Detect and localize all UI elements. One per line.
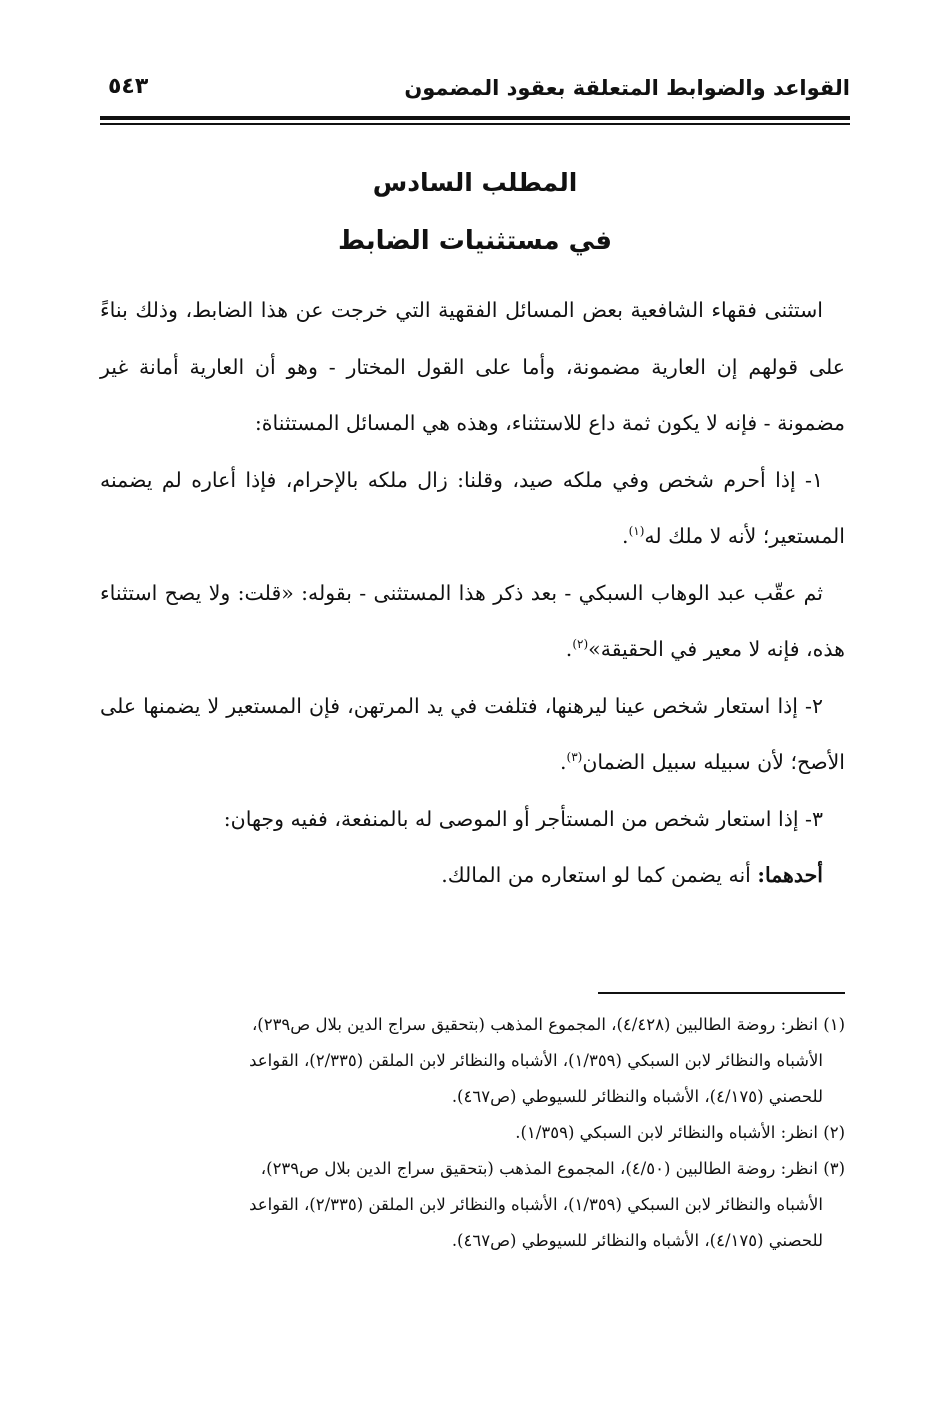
item-2: ٢- إذا استعار شخص عينا ليرهنها، فتلفت في يد المرتهن، فإن المستعير لا يضمنها على الأصح؛ لأن سبيله سبيل الضمان$^{(٣)}$. <box>100 693 845 774</box>
footnotes <box>100 1007 845 1259</box>
footnote-3-line-1: (٣) انظر: روضة الطالبين (٤/٥٠)، المجموع المذهب (بتحقيق سراج الدين بلال ص٢٣٩)، <box>260 1159 845 1178</box>
footnote-1-line-1: (١) انظر: روضة الطالبين (٤/٤٢٨)، المجموع المذهب (بتحقيق سراج الدين بلال ص٢٣٩)، <box>251 1015 845 1034</box>
first-opinion-text: أنه يضمن كما لو استعاره من المالك. <box>441 863 751 887</box>
footnote-3-line-3: للحصني (٤/١٧٥)، الأشباه والنظائر للسيوطي (ص٤٦٧). <box>451 1231 823 1250</box>
footnote-ref-1: (١) <box>628 524 645 539</box>
page-number: ٥٤٣ <box>108 74 149 99</box>
first-opinion <box>100 847 845 904</box>
footnote-ref-3: (٣) <box>566 750 583 765</box>
item-1: ١- إذا أحرم شخص وفي ملكه صيد، وقلنا: زال ملكه بالإحرام، فإذا أعاره لم يضمنه المستعير؛ لأنه لا ملك له$^{(١)}$. <box>100 467 845 548</box>
header-rule-thick <box>100 116 850 120</box>
first-opinion-label: أحدهما: <box>757 863 823 887</box>
subki-comment-text: ثم عقّب عبد الوهاب السبكي - بعد ذكر هذا المستثنى - بقوله: «قلت: ولا يصح استثناء هذه، فإنه لا معير في الحقيقة» <box>100 580 845 661</box>
section-subtitle: في مستثنيات الضابط <box>338 226 612 256</box>
body-text <box>100 282 845 904</box>
intro-paragraph: استثنى فقهاء الشافعية بعض المسائل الفقهية التي خرجت عن هذا الضابط، وذلك بناءً على قولهم إن العارية مضمونة، وأما على القول المختار - وهو أن العارية أمانة غير مضمونة - فإنه لا يكون ثمة داع للاستثناء، وهذه هي المسائل المستثناة: <box>100 298 845 435</box>
page-header <box>100 70 850 114</box>
running-title: القواعد والضوابط المتعلقة بعقود المضمون <box>404 76 850 100</box>
footnote-separator <box>598 992 845 994</box>
item-2-text: ٢- إذا استعار شخص عينا ليرهنها، فتلفت في يد المرتهن، فإن المستعير لا يضمنها على الأصح؛ لأن سبيله سبيل الضمان <box>100 693 845 774</box>
item-3: ٣- إذا استعار شخص من المستأجر أو الموصى له بالمنفعة، ففيه وجهان: <box>223 806 823 831</box>
footnote-ref-2: (٢) <box>572 637 589 652</box>
footnote-2: (٢) انظر: الأشباه والنظائر لابن السبكي (١/٣٥٩). <box>515 1123 845 1142</box>
footnote-3-line-2: الأشباه والنظائر لابن السبكي (١/٣٥٩)، الأشباه والنظائر لابن الملقن (٢/٣٣٥)، القواعد <box>249 1195 823 1214</box>
subki-comment: ثم عقّب عبد الوهاب السبكي - بعد ذكر هذا المستثنى - بقوله: «قلت: ولا يصح استثناء هذه، فإنه لا معير في الحقيقة»$^{(٢)}$. <box>100 580 845 661</box>
section-title: المطلب السادس <box>372 168 578 197</box>
header-rule-thin <box>100 123 850 125</box>
footnote-1-line-3: للحصني (٤/١٧٥)، الأشباه والنظائر للسيوطي (ص٤٦٧). <box>451 1087 823 1106</box>
item-1-text: ١- إذا أحرم شخص وفي ملكه صيد، وقلنا: زال ملكه بالإحرام، فإذا أعاره لم يضمنه المستعير؛ لأنه لا ملك له <box>100 467 845 548</box>
footnote-1-line-2: الأشباه والنظائر لابن السبكي (١/٣٥٩)، الأشباه والنظائر لابن الملقن (٢/٣٣٥)، القواعد <box>249 1051 823 1070</box>
